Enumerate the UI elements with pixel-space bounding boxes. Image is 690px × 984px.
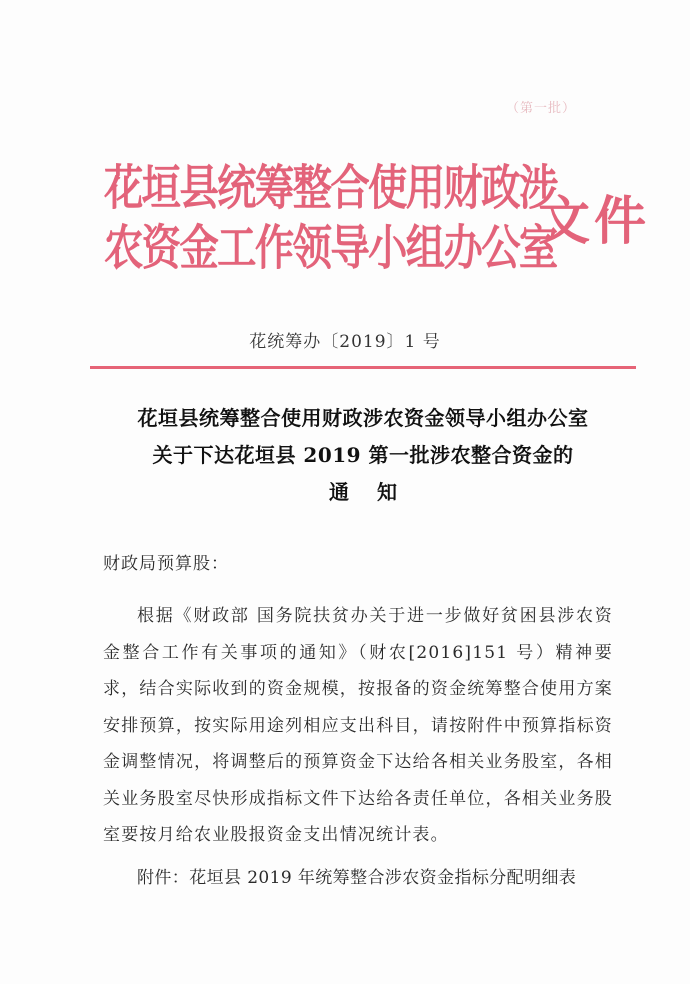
- red-separator-line: [90, 366, 636, 369]
- issuing-authority: [104, 158, 557, 278]
- notice-title-line-1: 花垣县统筹整合使用财政涉农资金领导小组办公室: [137, 406, 589, 430]
- notice-body: [103, 552, 613, 890]
- notice-title-line-2: 关于下达花垣县 2019 第一批涉农整合资金的: [152, 443, 574, 467]
- notice-title-line-3: 通知: [329, 480, 425, 504]
- document-type-label: 文件: [538, 191, 651, 252]
- attachment-line: 附件：花垣县 2019 年统筹整合涉农资金指标分配明细表: [137, 867, 577, 888]
- document-number: 花统筹办〔2019〕1 号: [249, 332, 441, 352]
- issuing-authority-line-1: 花垣县统筹整合使用财政涉: [104, 160, 557, 216]
- batch-mark: （第一批）: [506, 101, 577, 116]
- body-paragraph: 根据《财政部 国务院扶贫办关于进一步做好贫困县涉农资金整合工作有关事项的通知》（财农[2016]151 号）精神要求，结合实际收到的资金规模，按报备的资金统筹整合使用方案安排预算，按实际用途列相应支出科目，请按附件中预算指标资金调整情况，将调整后的预算资金下达给各相关业务股室，各相关业务股室尽快形成指标文件下达给各责任单位，各相关业务股室要按月给农业股报资金支出情况统计表。: [103, 606, 613, 845]
- notice-title: [90, 400, 636, 511]
- issuing-authority-line-2: 农资金工作领导小组办公室: [104, 220, 557, 276]
- addressee: 财政局预算股：: [103, 554, 229, 574]
